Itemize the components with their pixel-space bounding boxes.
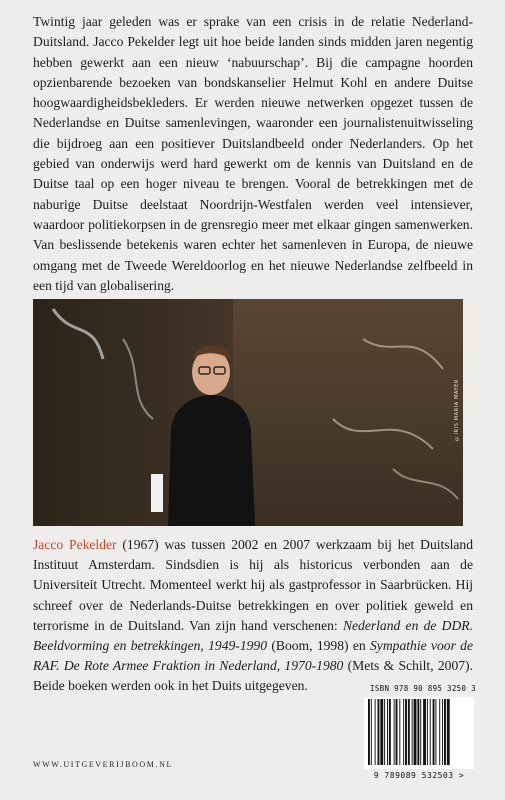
barcode-bar [396,699,398,765]
barcode-bar [403,699,404,765]
barcode-bar [384,699,385,765]
barcode-bar [368,699,370,765]
barcode-bar [405,699,407,765]
barcode-bar [399,699,400,765]
bio-text-1: (1967) was tussen 2002 en 2007 werkzaam bij het Duitsland Instituut Amsterdam. Sindsdien is hij als historicus verbonden aan de Universiteit Utrecht. Momenteel werkt hij als gastprofessor in Saarbrücken. Hij schreef over de Nederlands-Duitse betrekkingen en over politiek geweld en terrorisme in de Duitsland. Van zijn hand verschenen: [33,537,473,633]
barcode-bar [444,699,446,765]
barcode-bar [375,699,376,765]
barcode-bar [412,699,413,765]
bio-text-3: (Mets & Schilt, 2007). Beide boeken werden ook in het Duits uitgegeven. [33,658,473,694]
author-figure [33,299,463,526]
barcode [364,697,474,769]
barcode-bar [414,699,417,765]
barcode-bars [364,697,474,769]
barcode-bar [378,699,380,765]
barcode-bar [447,699,450,765]
back-cover-blurb: Twintig jaar geleden was er sprake van een crisis in de relatie Nederland-Duitsland. Jacco Pekelder legt uit hoe beide landen sinds midden jaren negentig hebben gewerkt aan een nieuw ‘nabuurschap’. Bij die campagne hoorden opzienbarende bezoeken van bondskanselier Helmut Kohl en andere Duitse hoogwaardigheidsbekleders. Er werden nieuwe netwerken opgezet tussen de Nederlandse en Duitse samenlevingen, waaronder een journalistenuitwisseling die bijdroeg aan een positiever Duitslandbeeld onder Nederlanders. Op het gebied van onderwijs werd hard gewerkt om de kennis van Duitsland en de Duitse taal op een hoger niveau te brengen. Vooral de betrekkingen met de naburige Duitse deelstaat Noordrijn-Westfalen werden veel intensiever, waardoor politiekorpsen in de grensregio meer met elkaar gingen samenwerken. Van beslissende betekenis waren echter het samenleven in Europa, de nieuwe omgang met de Tweede Wereldoorlog en het nieuwe Nederlandse zelfbeeld in een tijd van globalisering. [33,14,473,293]
book-title-1: Nederland en de DDR. Beeldvorming en betrekkingen, 1949-1990 [33,617,473,654]
barcode-bar [435,699,436,765]
author-photo [33,299,463,526]
barcode-bar [394,699,395,765]
bio-text-2: (Boom, 1998) en [267,638,370,654]
barcode-bar [420,699,421,765]
author-name: Jacco Pekelder [33,537,117,552]
book-title-2: Sympathie voor de RAF. De Rote Armee Fraktion in Nederland, 1970-1980 [33,638,473,674]
publisher-url: WWW.UITGEVERIJBOOM.NL [33,760,173,769]
barcode-bar [371,699,372,765]
barcode-bar [433,699,435,765]
author-bio [33,535,473,697]
barcode-bar [442,699,443,765]
barcode-digits: 9 789089 532503 > [373,771,465,780]
photo-credit: ©IRIS MARIA MAYER [454,379,460,442]
barcode-bar [430,699,431,765]
barcode-bar [389,699,391,765]
barcode-bar [427,699,428,765]
barcode-bar [408,699,410,765]
isbn-label: ISBN 978 90 895 3250 3 [370,684,476,693]
barcode-bar [423,699,426,765]
barcode-bar [387,699,388,765]
barcode-bar [439,699,440,765]
barcode-bar [380,699,383,765]
barcode-bar [417,699,419,765]
